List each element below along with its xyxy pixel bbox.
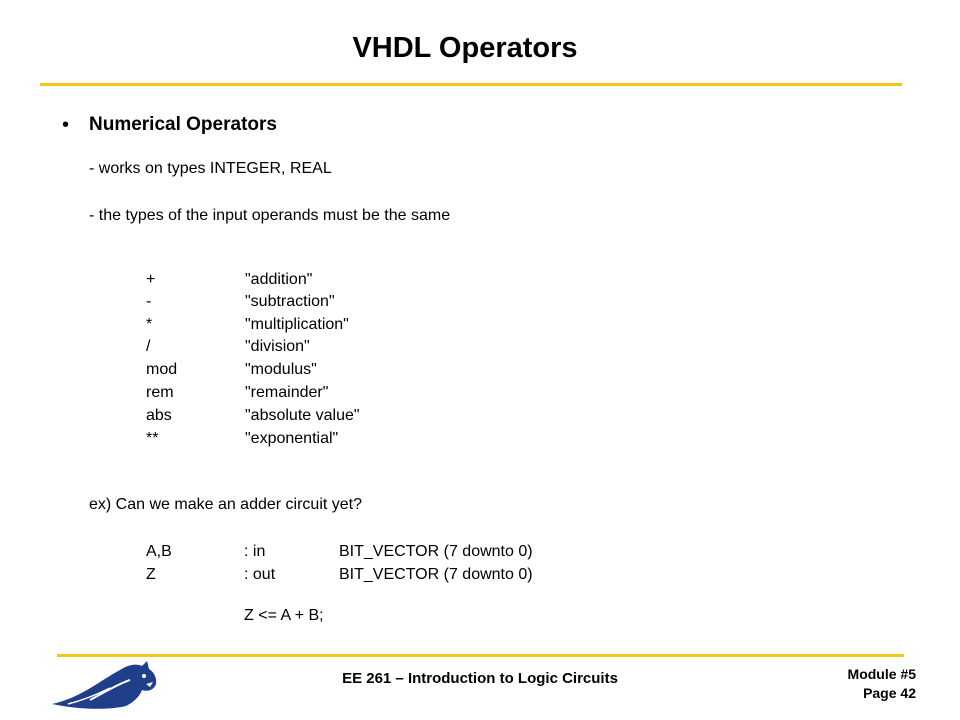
operator-symbol: rem [146, 384, 174, 401]
operator-description: "division" [245, 338, 310, 355]
note-operands: - the types of the input operands must be the same [89, 207, 451, 224]
footer-divider [57, 654, 904, 657]
module-number: Module #5 [847, 666, 916, 682]
operator-symbol: mod [146, 361, 178, 378]
operator-symbol: / [146, 338, 151, 355]
operator-description: "exponential" [245, 430, 339, 447]
operator-symbol: abs [146, 407, 172, 424]
bullet-marker: • [62, 114, 70, 136]
operator-symbol: + [146, 271, 156, 288]
assignment-statement: Z <= A + B; [244, 607, 324, 624]
page-number: Page 42 [863, 685, 916, 701]
section-heading: Numerical Operators [89, 114, 277, 135]
slide-title: VHDL Operators [352, 32, 578, 64]
port-mode: : out [244, 566, 276, 583]
note-types: - works on types INTEGER, REAL [89, 160, 332, 177]
example-question: ex) Can we make an adder circuit yet? [89, 496, 363, 513]
module-page-info [848, 665, 916, 703]
operator-description: "multiplication" [245, 316, 349, 333]
course-title: EE 261 – Introduction to Logic Circuits [342, 670, 618, 687]
operator-description: "absolute value" [245, 407, 360, 424]
port-name: A,B [146, 543, 172, 560]
operator-description: "subtraction" [245, 293, 335, 310]
operator-symbol: ** [146, 430, 159, 447]
port-name: Z [146, 566, 156, 583]
port-type: BIT_VECTOR (7 downto 0) [339, 566, 533, 583]
operator-description: "modulus" [245, 361, 317, 378]
port-mode: : in [244, 543, 266, 560]
operator-symbol: - [146, 293, 152, 310]
port-type: BIT_VECTOR (7 downto 0) [339, 543, 533, 560]
operator-symbol: * [146, 316, 153, 333]
bobcat-logo-icon [50, 660, 160, 712]
operator-description: "remainder" [245, 384, 329, 401]
operator-description: "addition" [245, 271, 313, 288]
